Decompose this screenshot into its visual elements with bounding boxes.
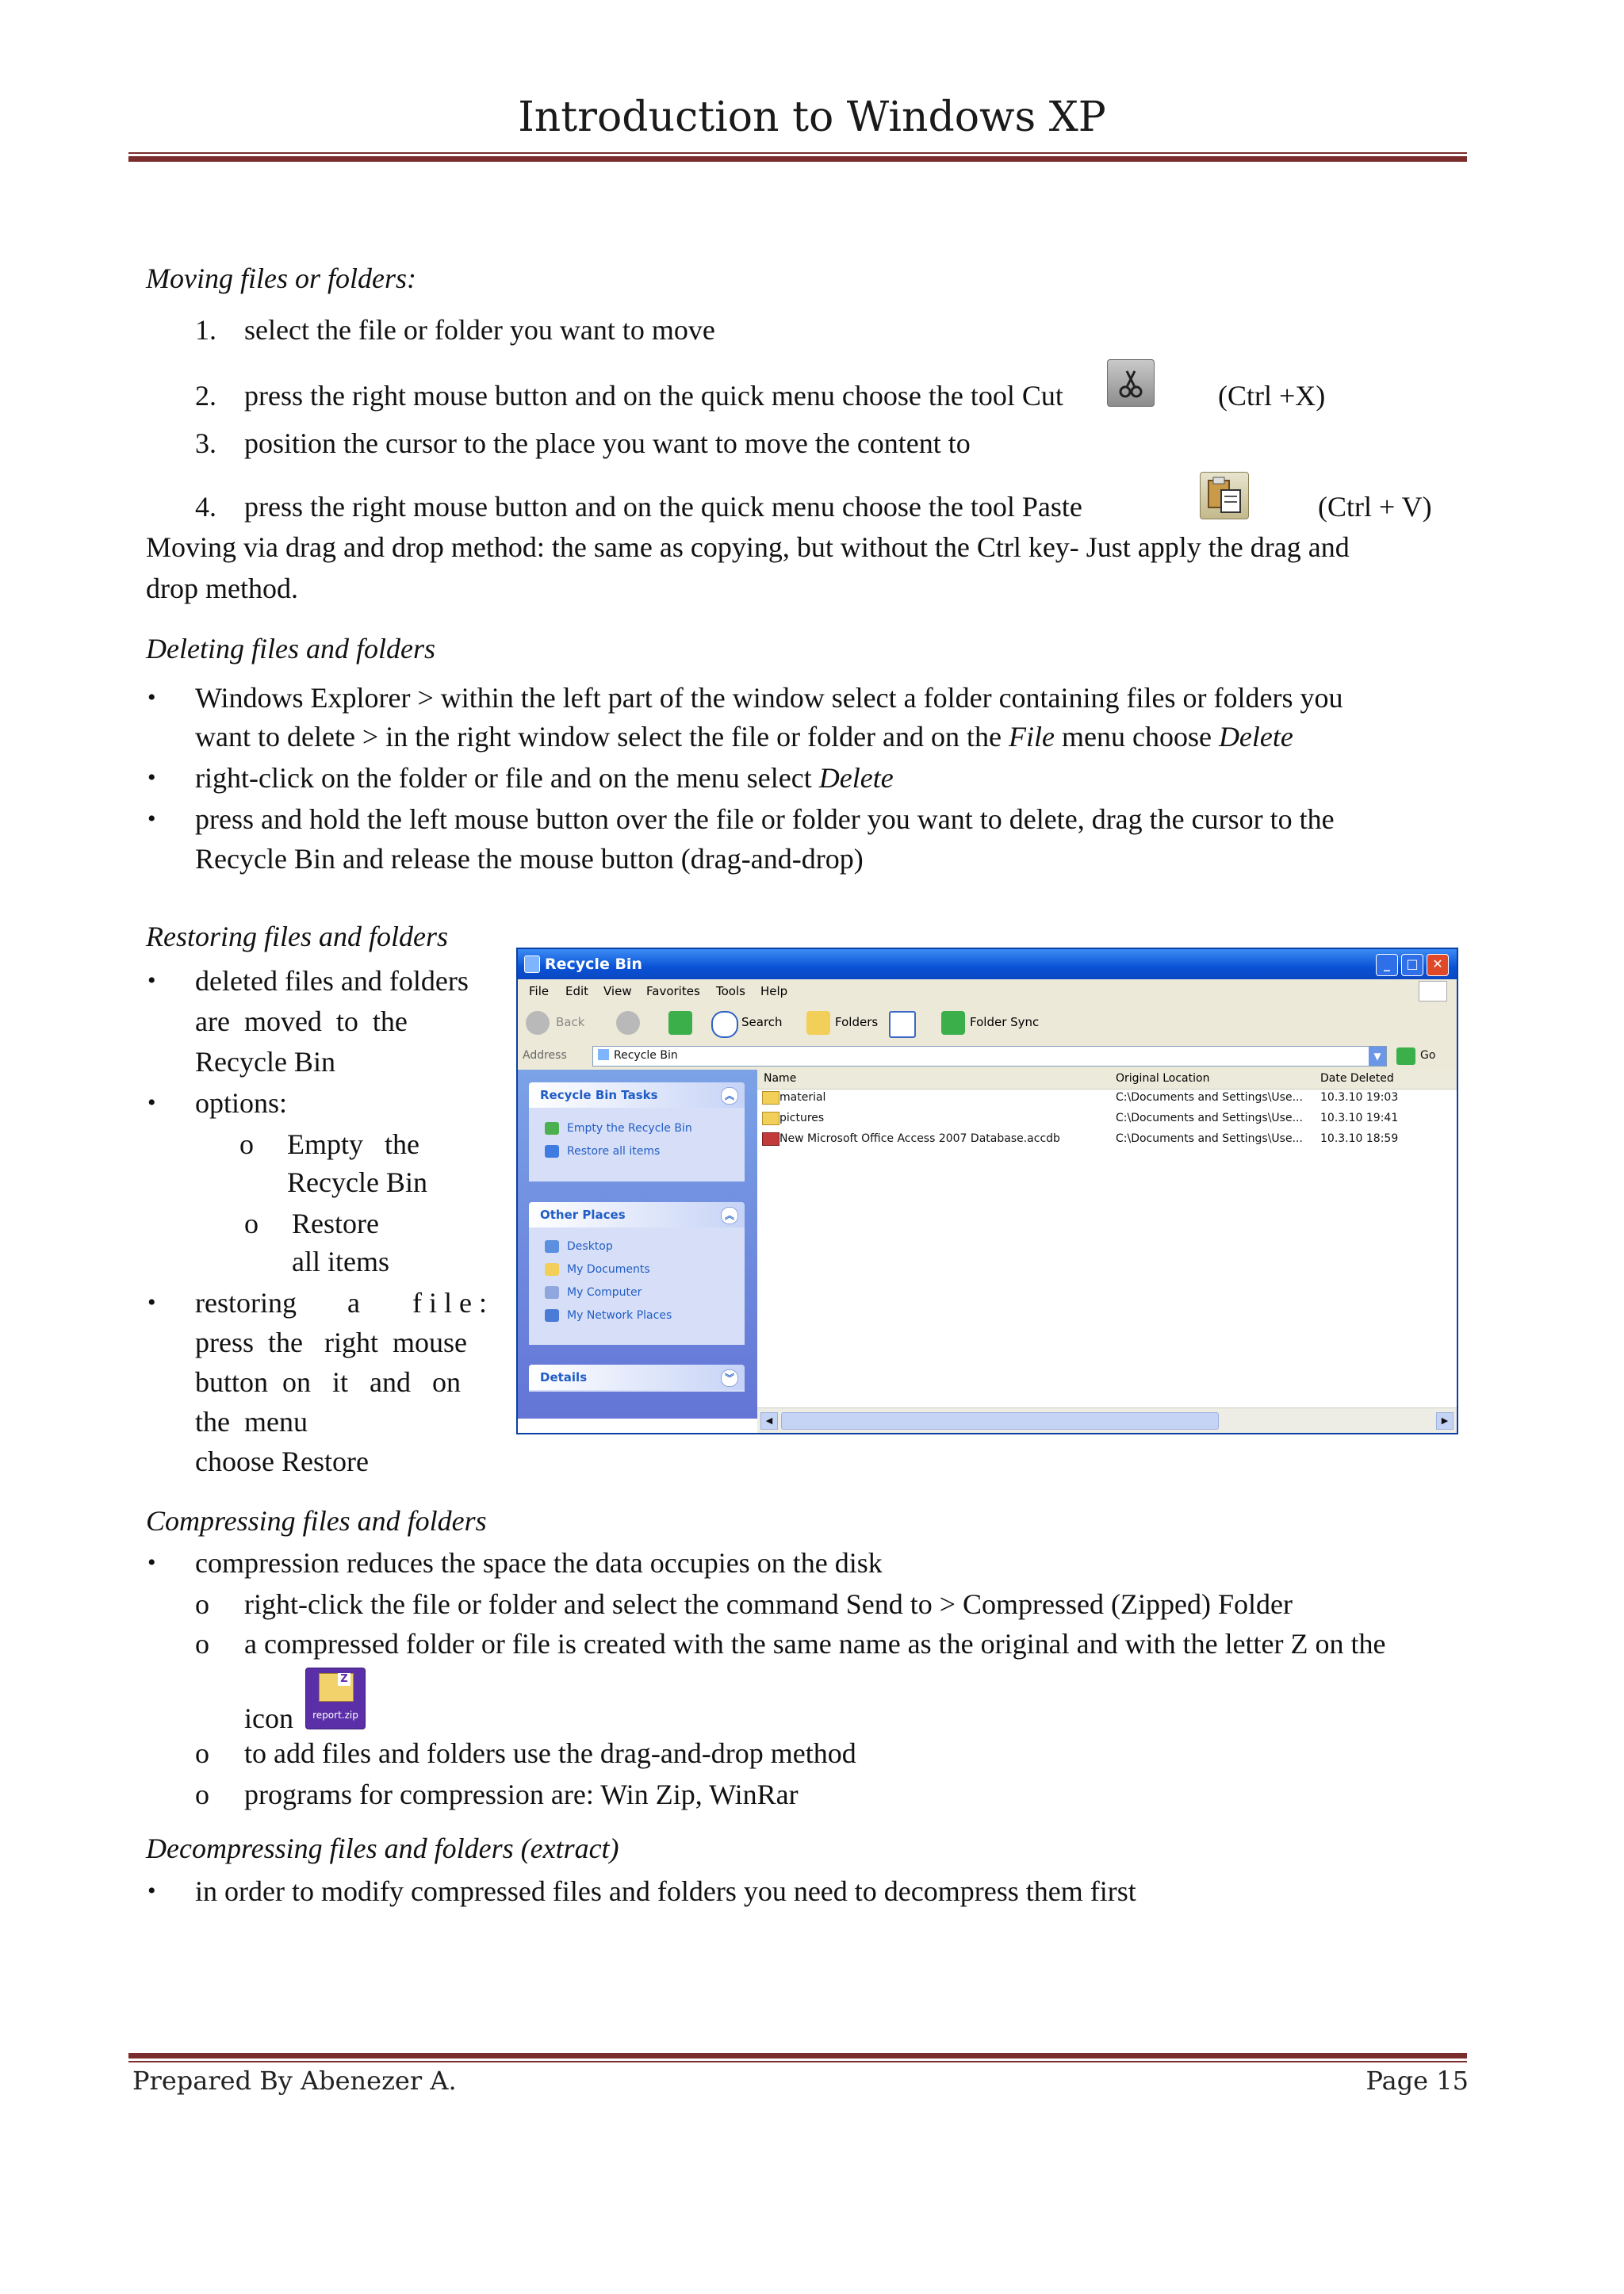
menu-bar [518,979,1457,1004]
minimize-button[interactable]: _ [1376,954,1398,976]
menu-favorites[interactable]: Favorites [646,984,700,998]
panel-title: Other Places [540,1208,626,1222]
compress-text: a compressed folder or file is created with the same name as the original and with the letter Z on the [244,1628,1386,1660]
chevron-down-icon[interactable]: ▼ [1369,1047,1386,1066]
place-label: My Computer [567,1286,642,1299]
restore-text: restoring [195,1287,297,1319]
panel-header[interactable] [529,1202,745,1227]
details-panel [529,1365,745,1392]
file-name: material [779,1091,826,1104]
step-text: select the file or folder you want to move [244,314,715,346]
place-label: My Network Places [567,1309,672,1322]
restore-text: Recycle Bin [195,1046,335,1078]
text-run: menu choose [1061,721,1212,753]
restore-text: all items [292,1246,389,1277]
scroll-right-icon[interactable]: ▶ [1436,1412,1454,1430]
other-places-panel [529,1202,745,1345]
restore-text: choose Restore [195,1446,369,1477]
column-date-deleted[interactable]: Date Deleted [1320,1072,1394,1085]
file-list [757,1070,1457,1407]
menu-file[interactable]: File [529,984,550,998]
text-run: File [1009,721,1055,753]
place-label: Desktop [567,1240,613,1253]
up-folder-icon[interactable] [668,1011,692,1035]
my-computer-icon [545,1286,559,1299]
restore-text: f i l e : [412,1287,487,1319]
task-restore-all[interactable] [529,1140,745,1163]
chevron-down-icon[interactable]: ︾ [721,1369,738,1387]
views-icon[interactable] [889,1011,916,1038]
network-places-icon [545,1309,559,1322]
close-button[interactable]: ✕ [1427,954,1449,976]
bullet: • [147,806,156,832]
original-location: C:\Documents and Settings\Use... [1116,1112,1303,1124]
panel-header[interactable] [529,1365,745,1390]
task-label: Restore all items [567,1145,661,1158]
address-value: Recycle Bin [614,1049,678,1062]
drag-drop-text: drop method. [146,573,298,604]
folder-sync-icon[interactable] [941,1011,965,1035]
shortcut-text: (Ctrl +X) [1218,380,1326,412]
toolbar [518,1003,1457,1044]
step-number: 4. [195,491,216,523]
window-title: Recycle Bin [545,956,642,973]
menu-edit[interactable]: Edit [565,984,589,998]
compress-text: right-click the file or folder and select the command Send to > Compressed (Zipped) Folder [244,1588,1293,1620]
text-run: right-click on the folder or file and on the menu select [195,762,812,794]
column-name[interactable]: Name [764,1072,797,1085]
compress-text: to add files and folders use the drag-and-drop method [244,1737,856,1769]
text-run: Delete [1218,721,1293,753]
bullet: • [147,1878,156,1904]
menu-tools[interactable]: Tools [716,984,745,998]
zip-letter-badge: Z [338,1673,350,1686]
footer-author: Prepared By Abenezer A. [132,2066,457,2096]
list-header [757,1070,1457,1090]
zip-folder-icon [305,1668,366,1729]
restore-text: deleted files and folders [195,965,469,997]
restoring-heading: Restoring files and folders [146,921,448,952]
header-rule-thin [128,152,1467,154]
bullet: • [147,1549,156,1576]
maximize-button[interactable]: □ [1401,954,1423,976]
step-text: press the right mouse button and on the quick menu choose the tool Paste [244,491,1082,523]
my-documents-icon [545,1263,559,1276]
table-row[interactable] [757,1109,1457,1130]
scroll-left-icon[interactable]: ◀ [760,1412,778,1430]
restore-text: button on it and on [195,1366,461,1398]
header-rule [128,156,1467,162]
restore-text: press the right mouse [195,1327,467,1358]
bullet: • [147,1289,156,1316]
panel-title: Details [540,1370,588,1384]
restore-text: are moved to the [195,1005,408,1037]
compress-text: icon [244,1702,293,1734]
scroll-thumb[interactable] [781,1412,1219,1430]
file-name: pictures [779,1112,825,1124]
address-bar [518,1043,1457,1070]
delete-bullet-text: Recycle Bin and release the mouse button (drag-and-drop) [195,843,864,875]
folders-button[interactable]: Folders [835,1015,879,1029]
table-row[interactable] [757,1089,1457,1109]
compressing-heading: Compressing files and folders [146,1505,487,1537]
step-text: press the right mouse button and on the quick menu choose the tool Cut [244,380,1063,412]
folder-icon [762,1091,779,1105]
task-label: Empty the Recycle Bin [567,1122,692,1135]
restore-text: Empty the [287,1128,419,1160]
place-my-network-places[interactable] [529,1304,745,1327]
recycle-bin-tasks-panel [529,1082,745,1181]
table-row[interactable] [757,1130,1457,1151]
original-location: C:\Documents and Settings\Use... [1116,1091,1303,1104]
moving-heading: Moving files or folders: [146,262,416,294]
folder-sync-button[interactable]: Folder Sync [970,1015,1040,1029]
zip-label: report.zip [312,1710,358,1721]
place-my-documents[interactable] [529,1258,745,1281]
place-label: My Documents [567,1263,650,1276]
restore-icon [545,1145,559,1158]
restore-text: Restore [292,1208,379,1239]
recycle-bin-icon [524,956,540,973]
decompressing-heading: Decompressing files and folders (extract) [146,1833,619,1864]
back-icon[interactable] [526,1011,550,1035]
original-location: C:\Documents and Settings\Use... [1116,1132,1303,1145]
compress-text: compression reduces the space the data occupies on the disk [195,1547,883,1579]
date-deleted: 10.3.10 19:03 [1320,1091,1399,1104]
back-button[interactable]: Back [556,1015,585,1029]
search-icon[interactable] [711,1011,738,1038]
menu-help[interactable]: Help [760,984,788,998]
sub-bullet-marker: o [195,1628,209,1660]
bullet: • [147,967,156,994]
forward-icon[interactable] [616,1011,640,1035]
date-deleted: 10.3.10 18:59 [1320,1132,1399,1145]
folder-icon [762,1112,779,1125]
window-titlebar[interactable] [518,949,1457,979]
chevron-up-icon[interactable]: ︽ [721,1087,738,1105]
bullet: • [147,764,156,791]
recycle-bin-icon [598,1049,609,1060]
desktop-icon [545,1240,559,1253]
text-run: Delete [818,762,894,794]
access-file-icon [762,1132,779,1146]
delete-bullet-text: press and hold the left mouse button over the file or folder you want to delete, drag the cursor to the [195,803,1335,835]
search-button[interactable]: Search [741,1015,783,1029]
restore-text: a [347,1287,360,1319]
step-number: 3. [195,427,216,459]
sub-bullet-marker: o [195,1737,209,1769]
bullet: • [147,684,156,710]
windows-logo-icon [1419,981,1447,1001]
drag-drop-text: Moving via drag and drop method: the same as copying, but without the Ctrl key- Just apply the drag and [146,531,1350,563]
decompress-text: in order to modify compressed files and folders you need to decompress them first [195,1875,1136,1907]
sub-bullet-marker: o [195,1588,209,1620]
column-original-location[interactable]: Original Location [1116,1072,1210,1085]
step-number: 1. [195,314,216,346]
delete-bullet-text: Windows Explorer > within the left part of the window select a folder containing files or folders you [195,682,1343,714]
restore-text: options: [195,1087,288,1119]
scissors-icon [1107,359,1155,407]
folders-icon[interactable] [806,1011,830,1035]
compress-text: programs for compression are: Win Zip, WinRar [244,1779,799,1810]
shortcut-text: (Ctrl + V) [1318,491,1432,523]
sub-bullet-marker: o [239,1128,254,1160]
address-label: Address [523,1049,567,1062]
page-title: Introduction to Windows XP [518,94,1106,141]
empty-bin-icon [545,1122,559,1135]
delete-bullet-text [195,717,1293,756]
place-my-computer[interactable] [529,1281,745,1304]
paste-icon [1200,472,1249,519]
restore-text: Recycle Bin [287,1166,427,1198]
place-desktop[interactable] [529,1235,745,1258]
task-empty-recycle-bin[interactable] [529,1117,745,1140]
deleting-heading: Deleting files and folders [146,633,435,664]
footer-rule [128,2053,1467,2058]
file-name: New Microsoft Office Access 2007 Database.accdb [779,1132,1060,1145]
bullet: • [147,1090,156,1116]
delete-bullet-text [195,758,894,798]
chevron-up-icon[interactable]: ︽ [721,1207,738,1224]
horizontal-scrollbar[interactable] [757,1407,1457,1434]
page-number: Page 15 [1365,2066,1469,2096]
step-number: 2. [195,380,216,412]
task-pane [518,1070,757,1419]
panel-title: Recycle Bin Tasks [540,1088,658,1102]
date-deleted: 10.3.10 19:41 [1320,1112,1399,1124]
footer-rule-thin [128,2061,1467,2062]
restore-text: the menu [195,1406,308,1438]
go-button[interactable]: Go [1420,1049,1436,1062]
address-input[interactable] [592,1046,1387,1067]
panel-header[interactable] [529,1082,745,1108]
sub-bullet-marker: o [244,1208,259,1239]
step-text: position the cursor to the place you want to move the content to [244,427,971,459]
go-arrow-icon[interactable] [1396,1047,1415,1065]
text-run: want to delete > in the right window select the file or folder and on the [195,721,1002,753]
sub-bullet-marker: o [195,1779,209,1810]
menu-view[interactable]: View [603,984,632,998]
recycle-bin-window [516,948,1458,1434]
